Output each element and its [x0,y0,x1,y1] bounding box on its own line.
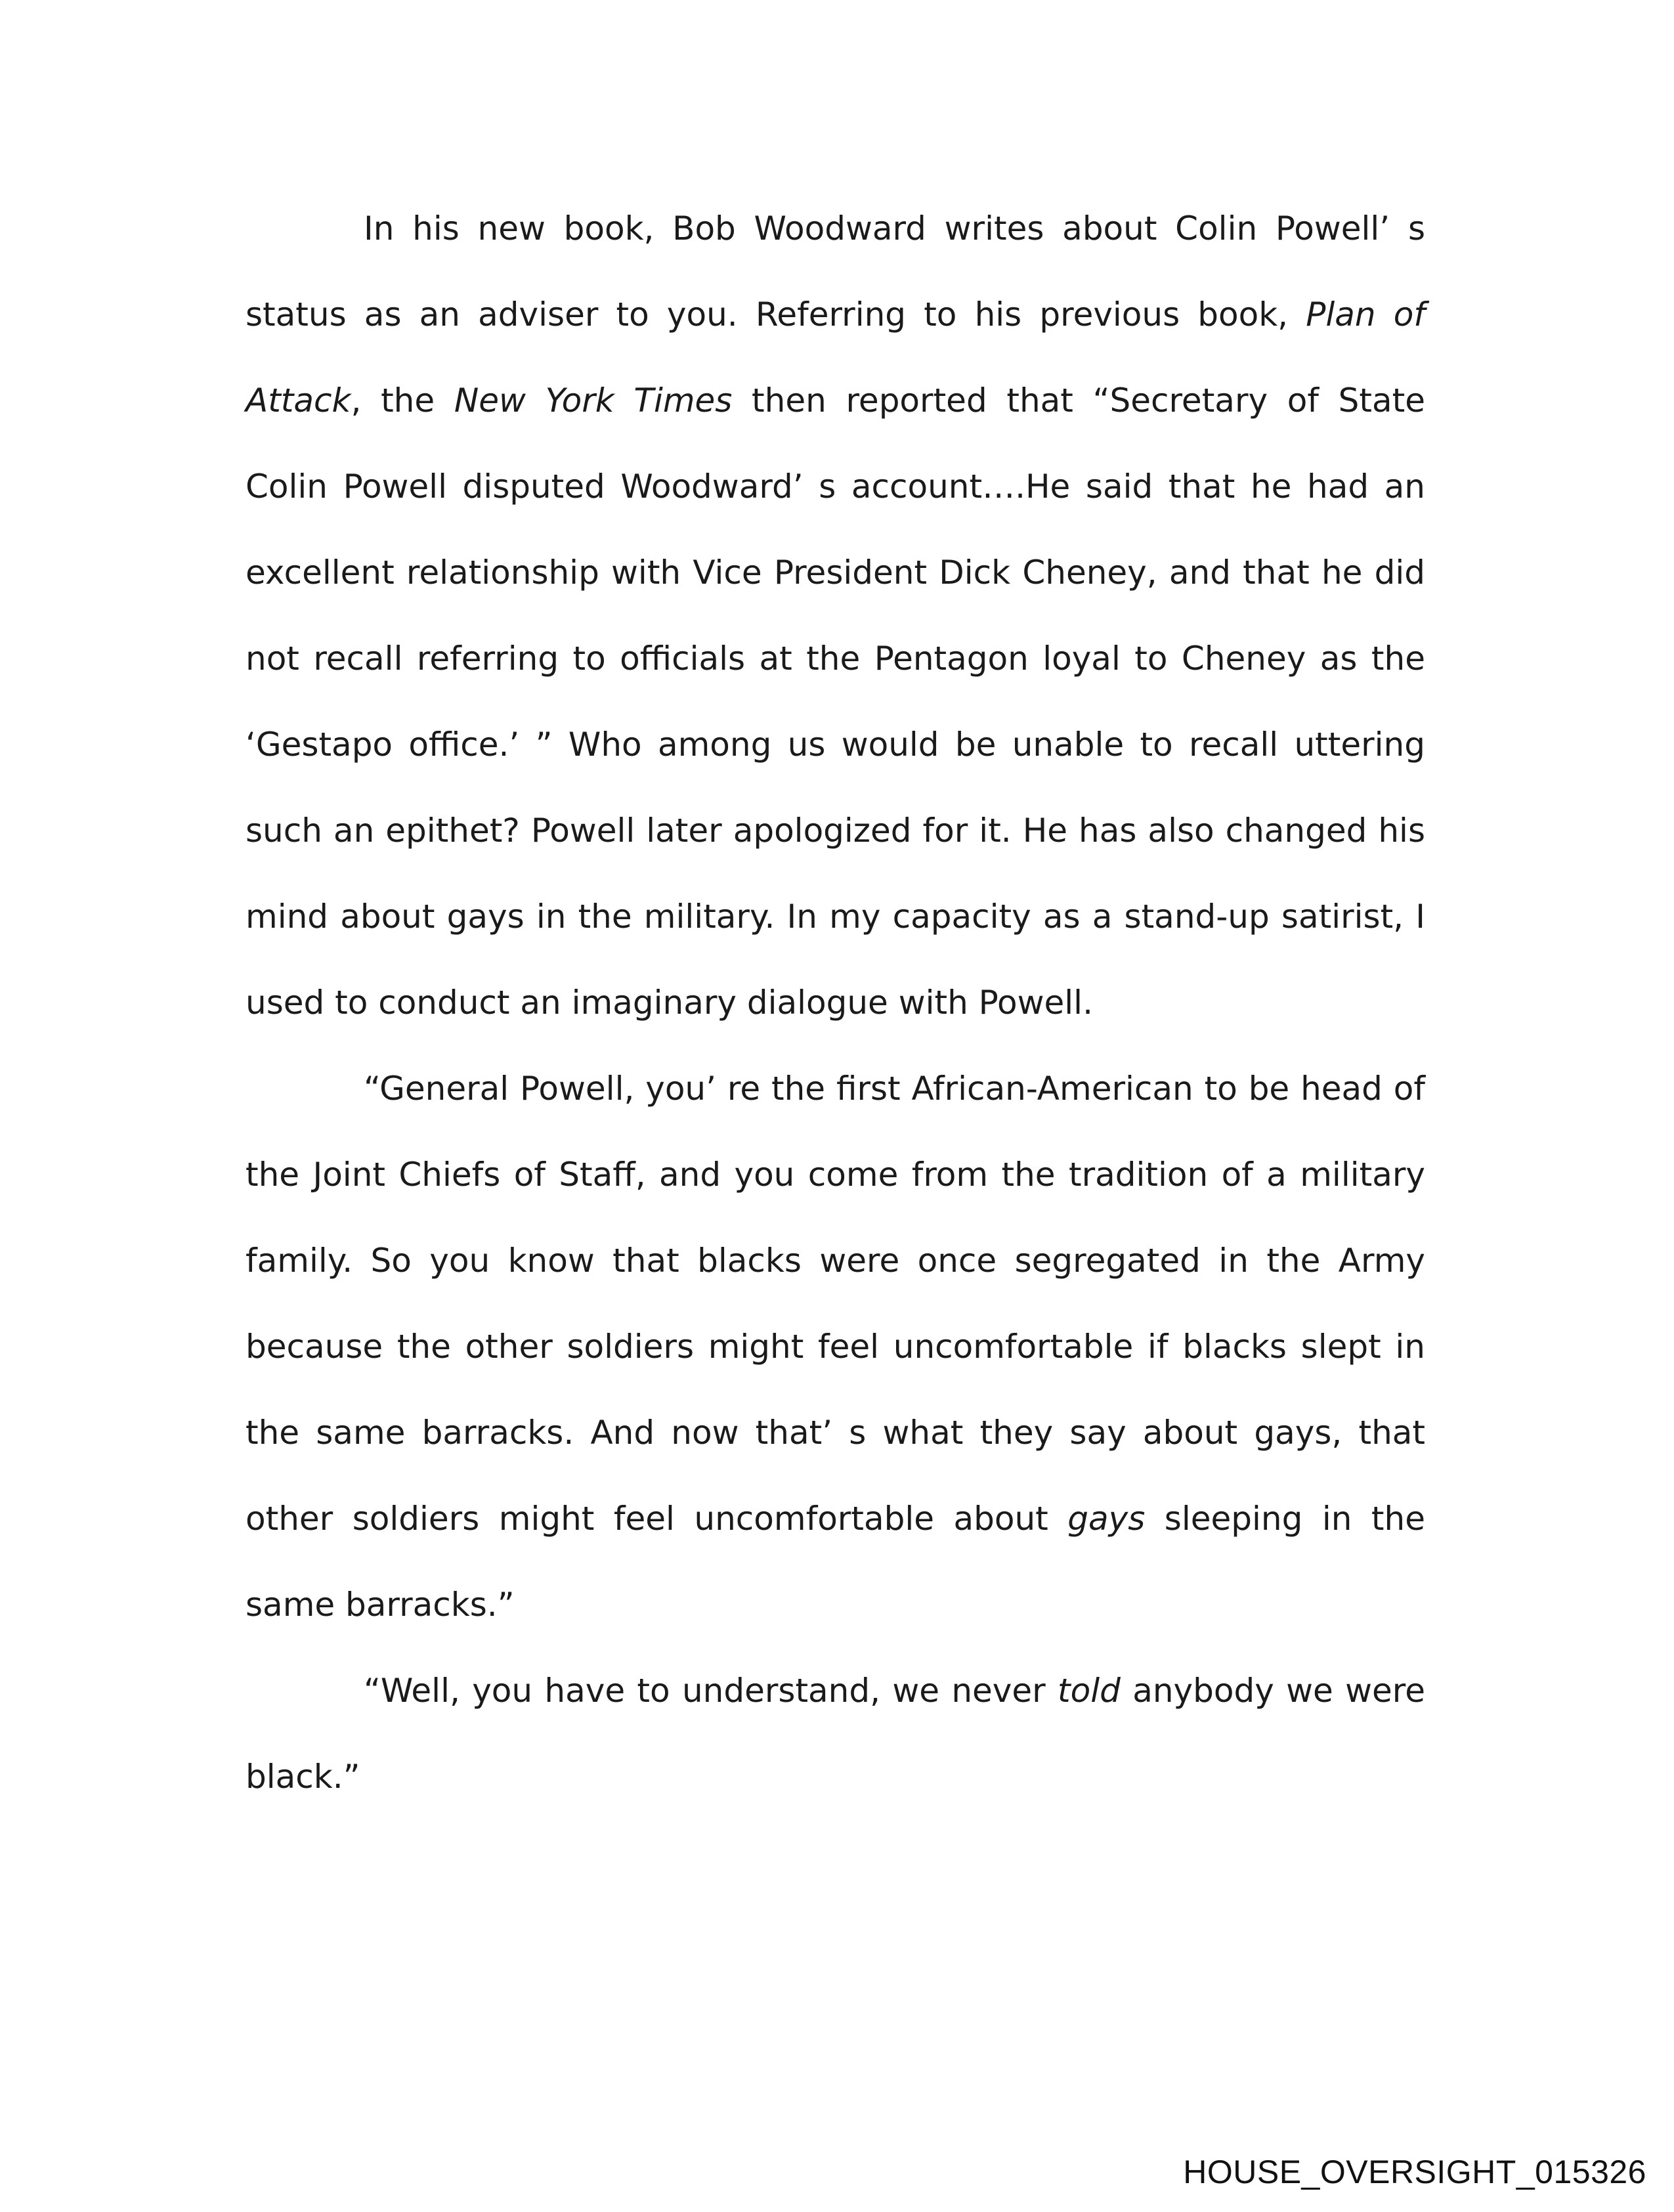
emphasis-gays: gays [1067,1500,1146,1538]
paragraph-2 [246,1046,1425,1648]
bates-number: HOUSE_OVERSIGHT_015326 [1183,2154,1646,2190]
paragraph-1-segment-1: In his new book, Bob Woodward writes about Colin Powell’ s status as an adviser to you. Referring to his previous book, [246,209,1425,334]
book-title-plan-of-attack: Plan of Attack [246,295,1425,420]
paragraph-1-segment-5: then reported that “Secretary of State Colin Powell disputed Woodward’ s account….He said that he had an excellent relationship with Vice President Dick Cheney, and that he did not recall referring to officials at the Pentagon loyal to Cheney as the ‘Gestapo office.’ ” Who among us would be unable to recall uttering such an epithet? Powell later apologized for it. He has also changed his mind about gays in the military. In my capacity as a stand-up satirist, I used to conduct an imaginary dialogue with Powell. [246,381,1425,1022]
paragraph-1 [246,186,1425,1046]
paragraph-3-segment-3: anybody we were black.” [246,1672,1425,1796]
document-body [246,186,1425,1820]
newspaper-title-new-york-times: New York Times [454,381,733,420]
paragraph-1-segment-3: , the [351,381,454,420]
paragraph-3-segment-1: “Well, you have to understand, we never [364,1672,1058,1710]
paragraph-2-segment-1: “General Powell, you’ re the first African-American to be head of the Joint Chiefs of Staff, and you come from the tradition of a military family. So you know that blacks were once segregated in the Army because the other soldiers might feel uncomfortable if blacks slept in the same barracks. And now that’ s what they say about gays, that other soldiers might feel uncomfortable about [246,1070,1425,1538]
paragraph-2-segment-3: sleeping in the same barracks.” [246,1500,1425,1624]
paragraph-3 [246,1648,1425,1820]
emphasis-told: told [1058,1672,1121,1710]
